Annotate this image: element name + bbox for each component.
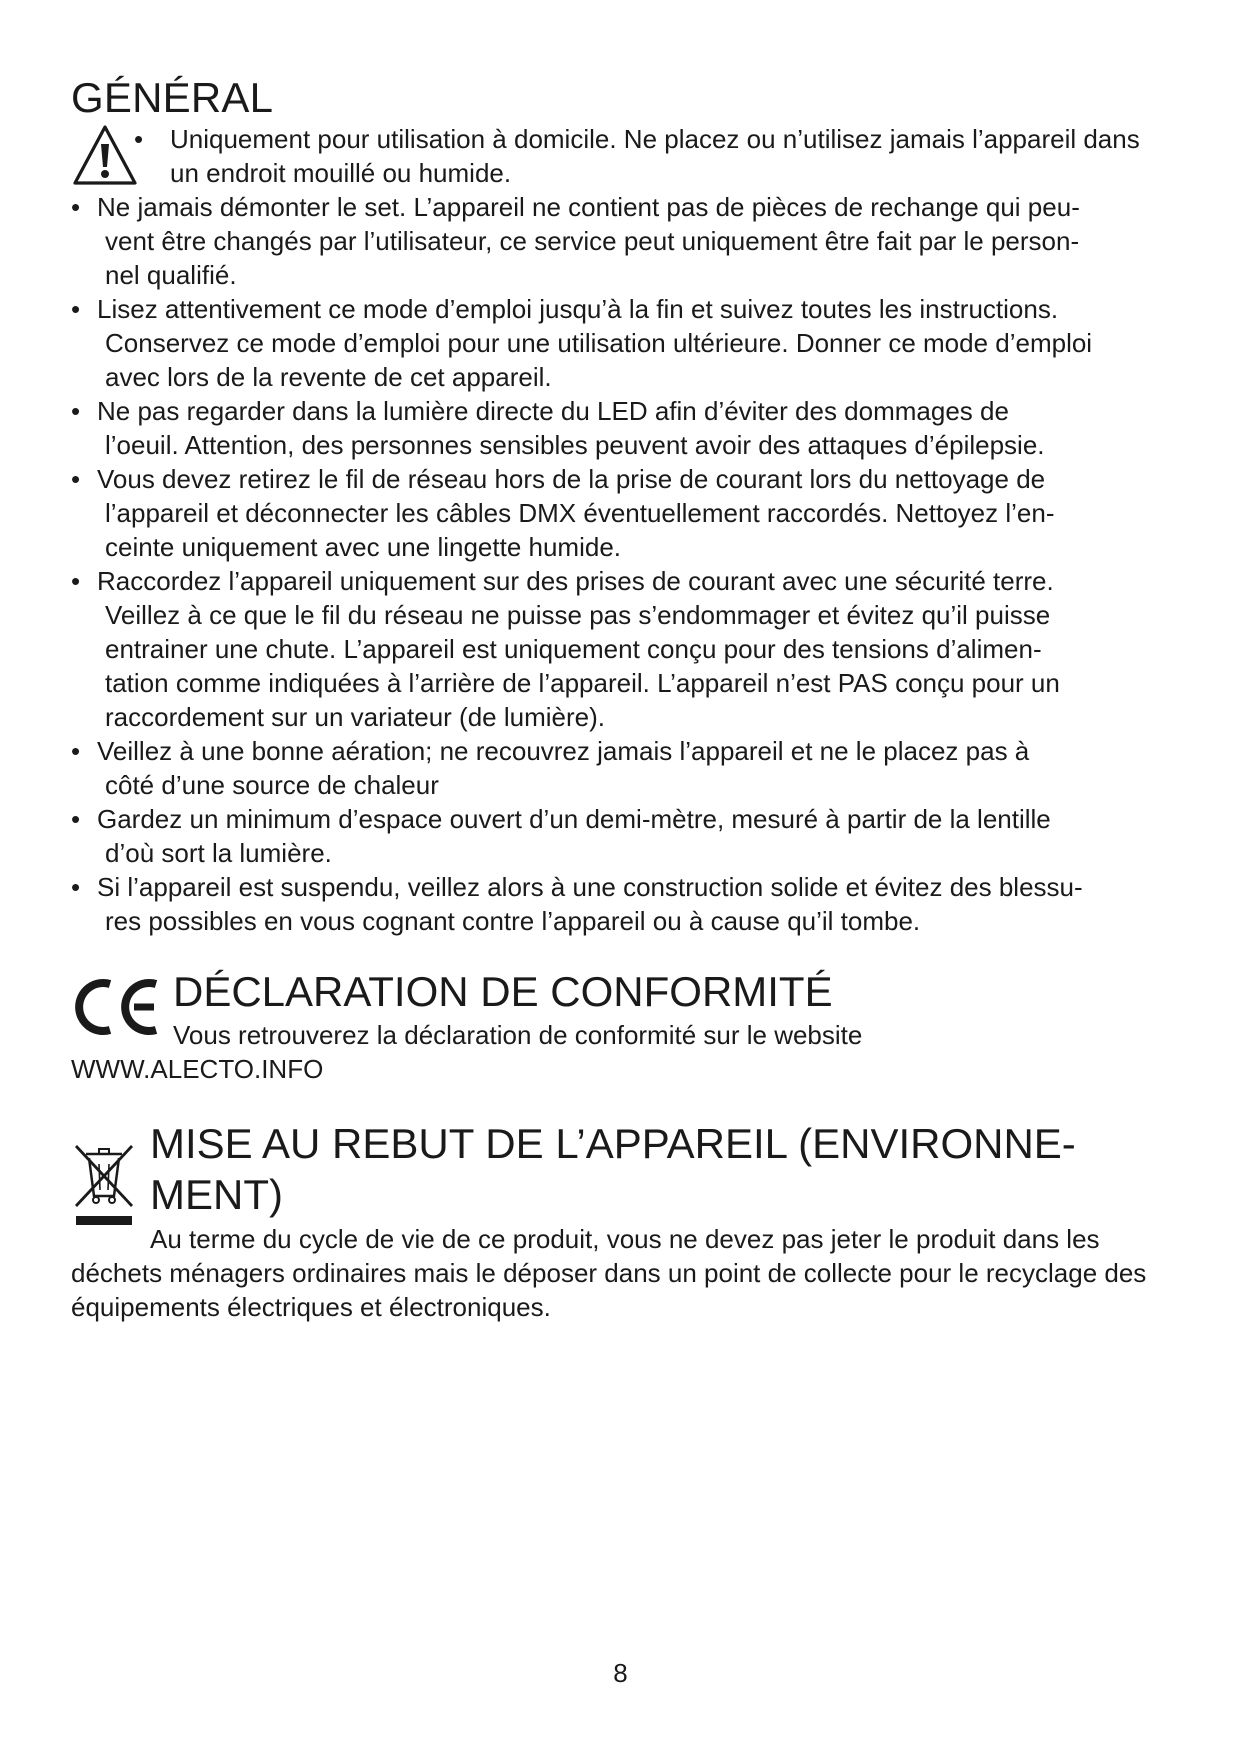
list-item-line: Gardez un minimum d’espace ouvert d’un demi-mètre, mesuré à partir de la lentille [97,804,1051,834]
list-item-line: Veillez à une bonne aération; ne recouvrez jamais l’appareil et ne le placez pas à [97,736,1030,766]
list-item [71,802,1181,870]
section-title-general: GÉNÉRAL [71,74,274,121]
list-item-line: Lisez attentivement ce mode d’emploi jusqu’à la fin et suivez toutes les instructions. [97,294,1059,324]
first-item-text: Uniquement pour utilisation à domicile. Ne placez ou n’utilisez jamais l’appareil dans un endroit mouillé ou humide. [170,124,1140,188]
list-item [71,734,1181,802]
bullet: • [71,192,81,222]
list-item-line: nel qualifié. [105,260,237,290]
list-item-line: Si l’appareil est suspendu, veillez alors à une construction solide et évitez des blessu- [97,872,1083,902]
bullet: • [134,124,144,154]
list-item [71,462,1181,564]
list-item-line: l’oeuil. Attention, des personnes sensibles peuvent avoir des attaques d’épilepsie. [105,430,1045,460]
general-bullet-list [71,190,1181,938]
warning-triangle-icon [72,124,138,186]
bullet: • [71,566,81,596]
bullet: • [71,872,81,902]
list-item [71,870,1181,938]
bullet: • [71,736,81,766]
bullet: • [71,294,81,324]
disposal-text: Au terme du cycle de vie de ce produit, vous ne devez pas jeter le produit dans les déchets ménagers ordinaires mais le déposer dans un point de collecte pour le recyclage des équipements électriques et électroniques. [71,1224,1147,1322]
list-item-line: res possibles en vous cognant contre l’appareil ou à cause qu’il tombe. [105,906,921,936]
list-item-line: Vous devez retirez le fil de réseau hors de la prise de courant lors du nettoyage de [97,464,1046,494]
list-item [71,292,1181,394]
list-item-line: entrainer une chute. L’appareil est uniquement conçu pour des tensions d’alimen- [105,634,1042,664]
list-item-line: avec lors de la revente de cet appareil. [105,362,552,392]
declaration-text: Vous retrouverez la déclaration de conformité sur le website [173,1020,863,1050]
website-link[interactable]: WWW.ALECTO.INFO [71,1054,324,1084]
bullet: • [71,396,81,426]
weee-crossed-bin-icon [72,1140,136,1228]
list-item-line: Ne jamais démonter le set. L’appareil ne contient pas de pièces de rechange qui peu- [97,192,1080,222]
section-title-declaration: DÉCLARATION DE CONFORMITÉ [173,968,833,1015]
list-item-line: raccordement sur un variateur (de lumière). [105,702,605,732]
list-item-line: l’appareil et déconnecter les câbles DMX éventuellement raccordés. Nettoyez l’en- [105,498,1055,528]
section-title-disposal: MISE AU REBUT DE L’APPAREIL (ENVIRONNE-MENT) [150,1120,1076,1218]
list-item-line: Conservez ce mode d’emploi pour une utilisation ultérieure. Donner ce mode d’emploi [105,328,1093,358]
bullet: • [71,464,81,494]
list-item-line: d’où sort la lumière. [105,838,332,868]
list-item [71,394,1181,462]
list-item-line: Veillez à ce que le fil du réseau ne puisse pas s’endommager et évitez qu’il puisse [105,600,1051,630]
list-item-line: Ne pas regarder dans la lumière directe du LED afin d’éviter des dommages de [97,396,1009,426]
list-item-line: Raccordez l’appareil uniquement sur des prises de courant avec une sécurité terre. [97,566,1054,596]
bullet: • [71,804,81,834]
general-first-item [134,122,1174,190]
list-item-line: vent être changés par l’utilisateur, ce service peut uniquement être fait par le person- [105,226,1080,256]
list-item [71,190,1181,292]
list-item-line: ceinte uniquement avec une lingette humide. [105,532,622,562]
list-item-line: tation comme indiquées à l’arrière de l’appareil. L’appareil n’est PAS conçu pour un [105,668,1060,698]
list-item-line: côté d’une source de chaleur [105,770,439,800]
list-item [71,564,1181,734]
page-number: 8 [613,1658,628,1688]
ce-mark-icon [72,976,162,1038]
